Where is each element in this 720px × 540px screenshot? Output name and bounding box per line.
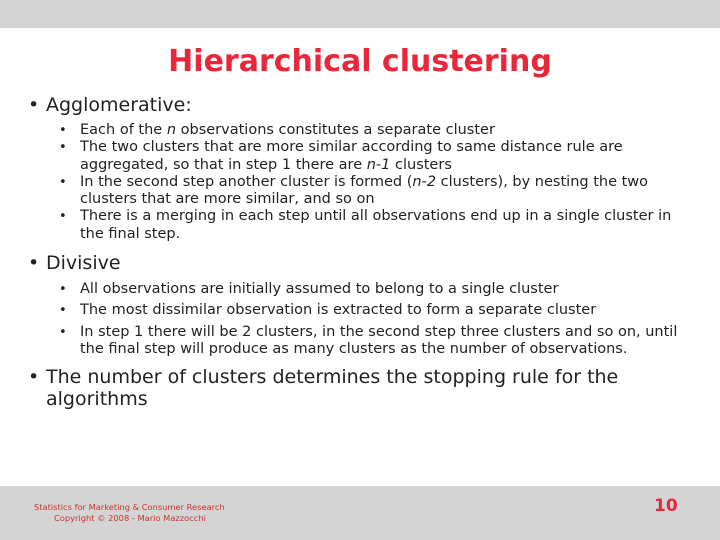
bullet-dot-icon: •	[28, 366, 40, 389]
footer-credits	[34, 502, 225, 523]
slide-content	[0, 94, 720, 410]
bullet-dot-icon: •	[59, 123, 67, 138]
slide-title: Hierarchical clustering	[168, 44, 552, 79]
bullet-dot-icon: •	[59, 282, 67, 298]
bullet-dot-icon: •	[28, 252, 40, 275]
sub-bullet-3: • In the second step another cluster is formed (n-2 clusters), by nesting the two clusters that are more similar, and so on	[59, 173, 649, 208]
bullet-dot-icon: •	[28, 94, 40, 116]
page-number: 10	[654, 496, 678, 516]
sub-bullet-4: • There is a merging in each step until all observations end up in a single cluster in the final step.	[59, 208, 672, 242]
sub-bullet-1: • Each of the n observations constitutes a separate cluster	[59, 122, 495, 138]
bullet-agglomerative	[0, 94, 720, 116]
sub-bullet-7: • In step 1 there will be 2 clusters, in the second step three clusters and so on, until the final step will produce as many clusters as the number of observations.	[59, 323, 678, 357]
top-bar	[0, 0, 720, 28]
bullet-divisive	[0, 252, 720, 274]
bullet-stopping-rule	[0, 366, 720, 410]
bullet-dot-icon: •	[59, 303, 67, 319]
bullet-dot-icon: •	[59, 209, 67, 225]
footer-line-2: Copyright © 2008 - Mario Mazzocchi	[54, 512, 206, 523]
bullet-dot-icon: •	[59, 174, 67, 190]
heading-agglomerative: Agglomerative:	[46, 94, 192, 116]
heading-stopping-rule: The number of clusters determines the stopping rule for the algorithms	[46, 366, 619, 411]
bullet-dot-icon: •	[59, 324, 67, 340]
sub-bullet-2: • The two clusters that are more similar according to same distance rule are aggregated, so that in step 1 there are n-1 clusters	[59, 139, 623, 173]
footer-line-1: Statistics for Marketing & Consumer Research	[34, 502, 225, 512]
sub-bullet-6: • The most dissimilar observation is extracted to form a separate cluster	[59, 302, 597, 319]
sub-bullet-5: • All observations are initially assumed to belong to a single cluster	[59, 281, 559, 298]
heading-divisive: Divisive	[46, 252, 121, 275]
bullet-dot-icon: •	[59, 140, 67, 156]
